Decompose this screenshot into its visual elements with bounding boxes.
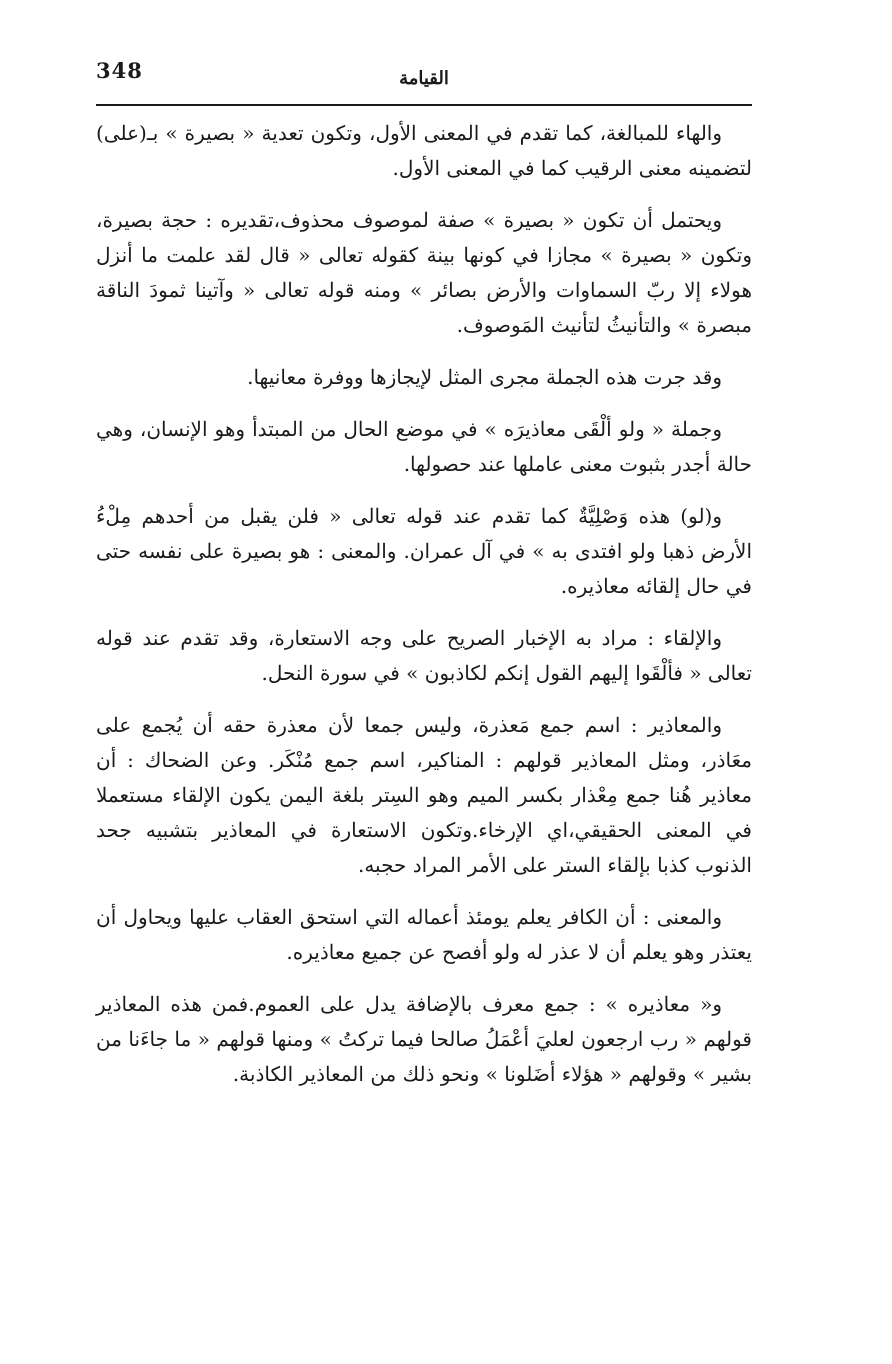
paragraph: والهاء للمبالغة، كما تقدم في المعنى الأول، وتكون تعدية « بصيرة » بـ(على) لتضمينه معنى الرقيب كما في المعنى الأول. [96, 121, 752, 180]
page-header [96, 58, 752, 106]
paragraph: والمعاذير : اسم جمع مَعذرة، وليس جمعا لأن معذرة حقه أن يُجمع على معَاذر، ومثل المعاذير قولهم : المناكير، اسم جمع مُنْكَر. وعن الضحاك : أن معاذير هُنا جمع مِعْذار بكسر الميم وهو السِتر بلغة اليمن يكون الإلقاء مستعملا في المعنى الحقيقي،اي الإرخاء.وتكون الاستعارة في المعاذير بتشبيه جحد الذنوب كذبا بإلقاء الستر على الأمر المراد حجبه. [96, 713, 752, 877]
paragraph: والمعنى : أن الكافر يعلم يومئذ أعماله التي استحق العقاب عليها ويحاول أن يعتذر وهو يعلم أن لا عذر له ولو أفصح عن جميع معاذيره. [96, 905, 752, 964]
running-title: القيامة [399, 68, 449, 89]
paragraph: و« معاذيره » : جمع معرف بالإضافة يدل على العموم.فمن هذه المعاذير قولهم « رب ارجعون لعليَ أعْمَلُ صالحا فيما تركتُ » ومنها قولهم « ما جاءَنا من بشير » وقولهم « هؤلاء أضَلونا » ونحو ذلك من المعاذير الكاذبة. [96, 992, 752, 1086]
paragraph: وقد جرت هذه الجملة مجرى المثل لإيجازها ووفرة معانيها. [247, 365, 722, 389]
page-number: 348 [96, 58, 143, 83]
paragraph: و(لو) هذه وَصْلِيَّةٌ كما تقدم عند قوله تعالى « فلن يقبل من أحدهم مِلْءُ الأرض ذهبا ولو افتدى به » في آل عمران. والمعنى : هو بصيرة على نفسه حتى في حال إلقائه معاذيره. [96, 504, 752, 598]
paragraph: والإلقاء : مراد به الإخبار الصريح على وجه الاستعارة، وقد تقدم عند قوله تعالى « فألْقَوا إليهم القول إنكم لكاذبون » في سورة النحل. [96, 626, 752, 685]
paragraph: ويحتمل أن تكون « بصيرة » صفة لموصوف محذوف،تقديره : حجة بصيرة، وتكون « بصيرة » مجازا في كونها بينة كقوله تعالى « قال لقد علمت ما أنزل هولاء إلا ربّ السماوات والأرض بصائر » ومنه قوله تعالى « وآتينا ثمودَ الناقة مبصرة » والتأنيثُ لتأنيث المَوصوف. [96, 208, 752, 337]
book-page [96, 58, 752, 1109]
body-text [96, 116, 752, 1092]
paragraph: وجملة « ولو ألْقَى معاذيرَه » في موضع الحال من المبتدأ وهو الإنسان، وهي حالة أجدر بثبوت معنى عاملها عند حصولها. [96, 417, 752, 476]
